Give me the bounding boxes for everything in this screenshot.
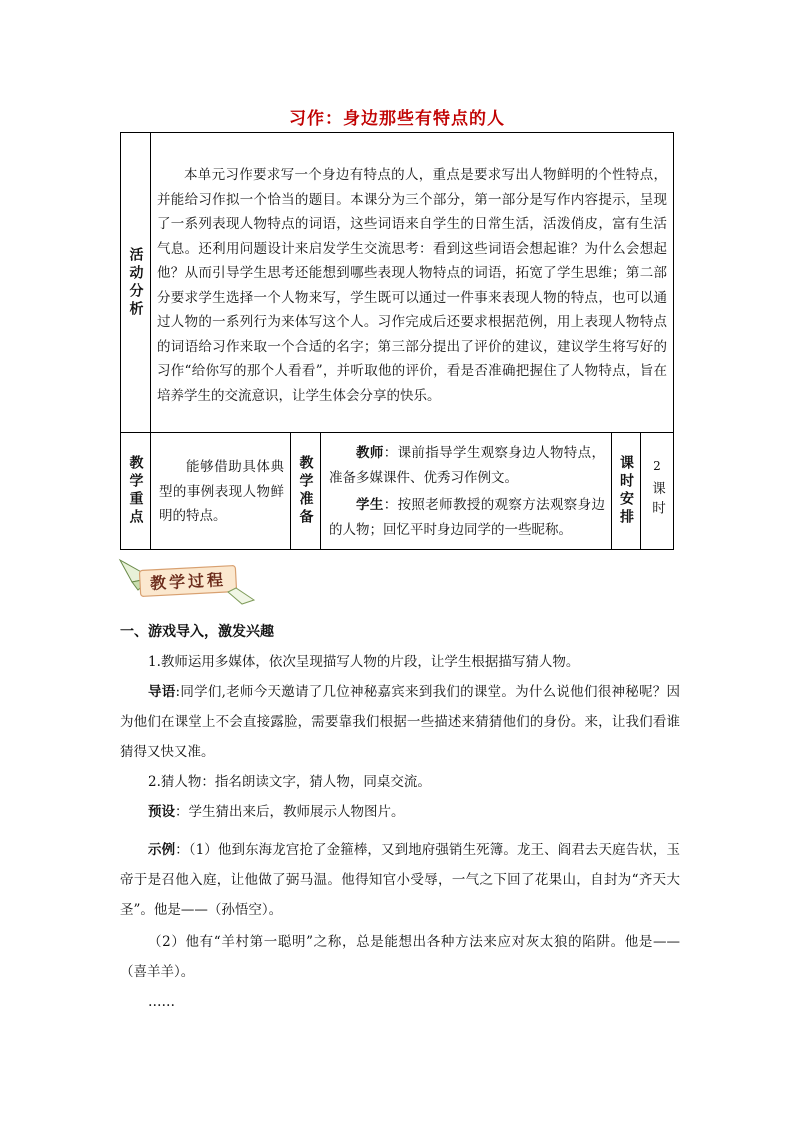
hours-value: 2 [653, 459, 661, 473]
activity-text-cell [150, 132, 674, 433]
hours-label-cell [611, 432, 641, 550]
prep-student-label: 学生 [356, 497, 384, 513]
section1-heading: 一、游戏导入，激发兴趣 [120, 624, 274, 640]
section1-p2: 2.猜人物：指名朗读文字，猜人物，同桌交流。 [148, 774, 431, 790]
hours-unit: 课时 [649, 481, 665, 520]
activity-text: 本单元习作要求写一个身边有特点的人，重点是要求写出人物鲜明的个性特点，并能给习作拟一个恰当的题目。本课分为三个部分，第一部分是写作内容提示，呈现了一系列表现人物特点的词语，这些词语来自学生的日常生活，活泼俏皮，富有生活气息。还利用问题设计来启发学生交流思考：看到这些词语会想起谁？为什么会想起他？从而引导学生思考还能想到哪些表现人物特点的词语，拓宽了学生思维；第二部分要求学生选择一个人物来写，学生既可以通过一件事来表现人物的特点，也可以通过人物的一系列行为来体写这个人。习作完成后还要求根据范例，用上表现人物特点的词语给习作来取一个合适的名字；第三部分提出了评价的建议，建议学生将写好的习作“给你写的那个人看看”，并听取他的评价，看是否准确把握住了人物特点，旨在培养学生的交流意识，让学生体会分享的快乐。 [157, 167, 667, 404]
page-title: 习作：身边那些有特点的人 [289, 109, 505, 129]
guide-label: 导语 [148, 684, 176, 700]
key-label: 教学重点 [127, 455, 144, 527]
example-label: 示例 [148, 842, 176, 858]
badge-text: 教学过程 [149, 570, 227, 593]
prep-label: 教学准备 [297, 455, 314, 527]
section1-p3: （2）他有“羊村第一聪明”之称，总是能想出各种方法来应对灰太狼的陷阱。他是——（喜羊羊）。 [120, 934, 680, 980]
key-label-cell [120, 432, 151, 550]
prep-student [329, 493, 605, 542]
preset-text: ：学生猜出来后，教师展示人物图片。 [175, 804, 405, 820]
prep-teacher-label: 教师 [356, 445, 384, 461]
section1-preset [120, 797, 680, 827]
section1-p1: 1.教师运用多媒体，依次呈现描写人物的片段，让学生根据描写猜人物。 [148, 654, 580, 670]
hours-value-cell [640, 432, 674, 550]
prep-teacher-text: ：课前指导学生观察身边人物特点，准备多媒课件、优秀习作例文。 [329, 445, 606, 486]
section1-guide [120, 677, 680, 767]
section1-ellipsis: …… [148, 994, 175, 1010]
key-text: 能够借助具体典型的事例表现人物鲜明的特点。 [159, 459, 284, 524]
prep-text-cell [320, 432, 612, 550]
preset-label: 预设 [148, 804, 175, 820]
section1-example [120, 835, 680, 925]
activity-label-cell [120, 132, 151, 433]
activity-label: 活动分析 [127, 246, 144, 319]
guide-text: :同学们,老师今天邀请了几位神秘嘉宾来到我们的课堂。为什么说他们很神秘呢？因为他们在课堂上不会直接露脸，需要靠我们根据一些描述来猜猜他们的身份。来，让我们看谁猜得又快又准。 [120, 684, 681, 760]
hours-label: 课时安排 [618, 455, 634, 527]
example-text: ：（1）他到东海龙宫抢了金箍棒，又到地府强销生死簿。龙王、阎君去天庭告状，玉帝于是召他入庭，让他做了弼马温。他得知官小受辱，一气之下回了花果山，自封为“齐天大圣”。他是——（孙悟空）。 [120, 842, 680, 918]
prep-student-text: ：按照老师教授的观察方法观察身边的人物；回忆平时身边同学的一些昵称。 [329, 497, 606, 538]
prep-teacher [329, 441, 605, 490]
key-text-cell [150, 432, 291, 550]
teaching-process-badge [118, 556, 258, 610]
prep-label-cell [290, 432, 321, 550]
